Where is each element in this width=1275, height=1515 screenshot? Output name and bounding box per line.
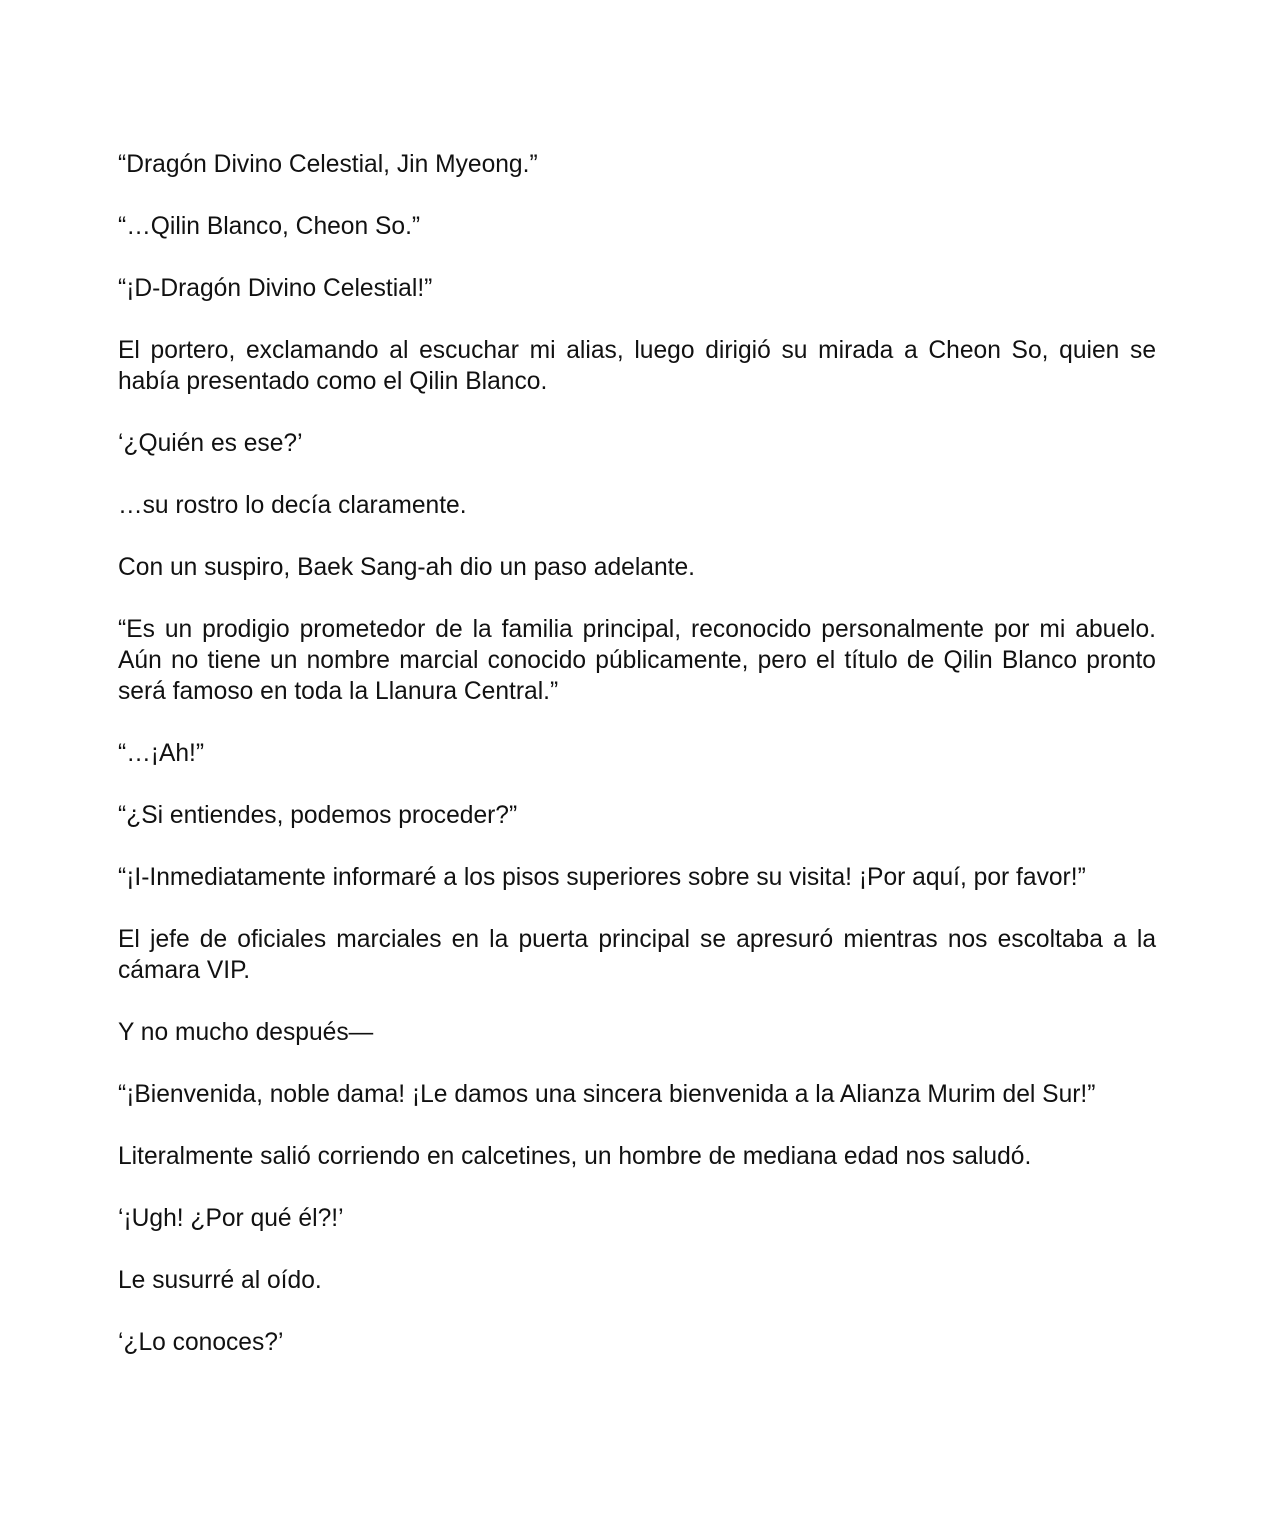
paragraph: El portero, exclamando al escuchar mi alias, luego dirigió su mirada a Cheon So, quien se había presentado como el Qilin Blanco. (118, 337, 1156, 395)
paragraph: “¿Si entiendes, podemos proceder?” (118, 802, 518, 829)
paragraph: Con un suspiro, Baek Sang-ah dio un paso adelante. (118, 554, 695, 581)
paragraph: ‘¡Ugh! ¿Por qué él?!’ (118, 1205, 344, 1232)
paragraph: “Dragón Divino Celestial, Jin Myeong.” (118, 151, 538, 178)
paragraph: Le susurré al oído. (118, 1267, 322, 1294)
paragraph: “¡D-Dragón Divino Celestial!” (118, 275, 433, 302)
paragraph: …su rostro lo decía claramente. (118, 492, 467, 519)
paragraph: Y no mucho después— (118, 1019, 374, 1046)
paragraph: “¡Bienvenida, noble dama! ¡Le damos una sincera bienvenida a la Alianza Murim del Sur!” (118, 1081, 1096, 1108)
paragraph: “¡I-Inmediatamente informaré a los pisos superiores sobre su visita! ¡Por aquí, por favor!” (118, 864, 1086, 891)
paragraph: ‘¿Quién es ese?’ (118, 430, 303, 457)
paragraph: Literalmente salió corriendo en calcetines, un hombre de mediana edad nos saludó. (118, 1143, 1032, 1170)
document-body (118, 149, 1156, 1389)
paragraph: “…Qilin Blanco, Cheon So.” (118, 213, 421, 240)
paragraph: “Es un prodigio prometedor de la familia principal, reconocido personalmente por mi abuelo. Aún no tiene un nombre marcial conocido públicamente, pero el título de Qilin Blanco pronto será famoso en toda la Llanura Central.” (118, 616, 1156, 705)
paragraph: El jefe de oficiales marciales en la puerta principal se apresuró mientras nos escoltaba a la cámara VIP. (118, 926, 1156, 984)
paragraph: “…¡Ah!” (118, 740, 205, 767)
paragraph: ‘¿Lo conoces?’ (118, 1329, 284, 1356)
